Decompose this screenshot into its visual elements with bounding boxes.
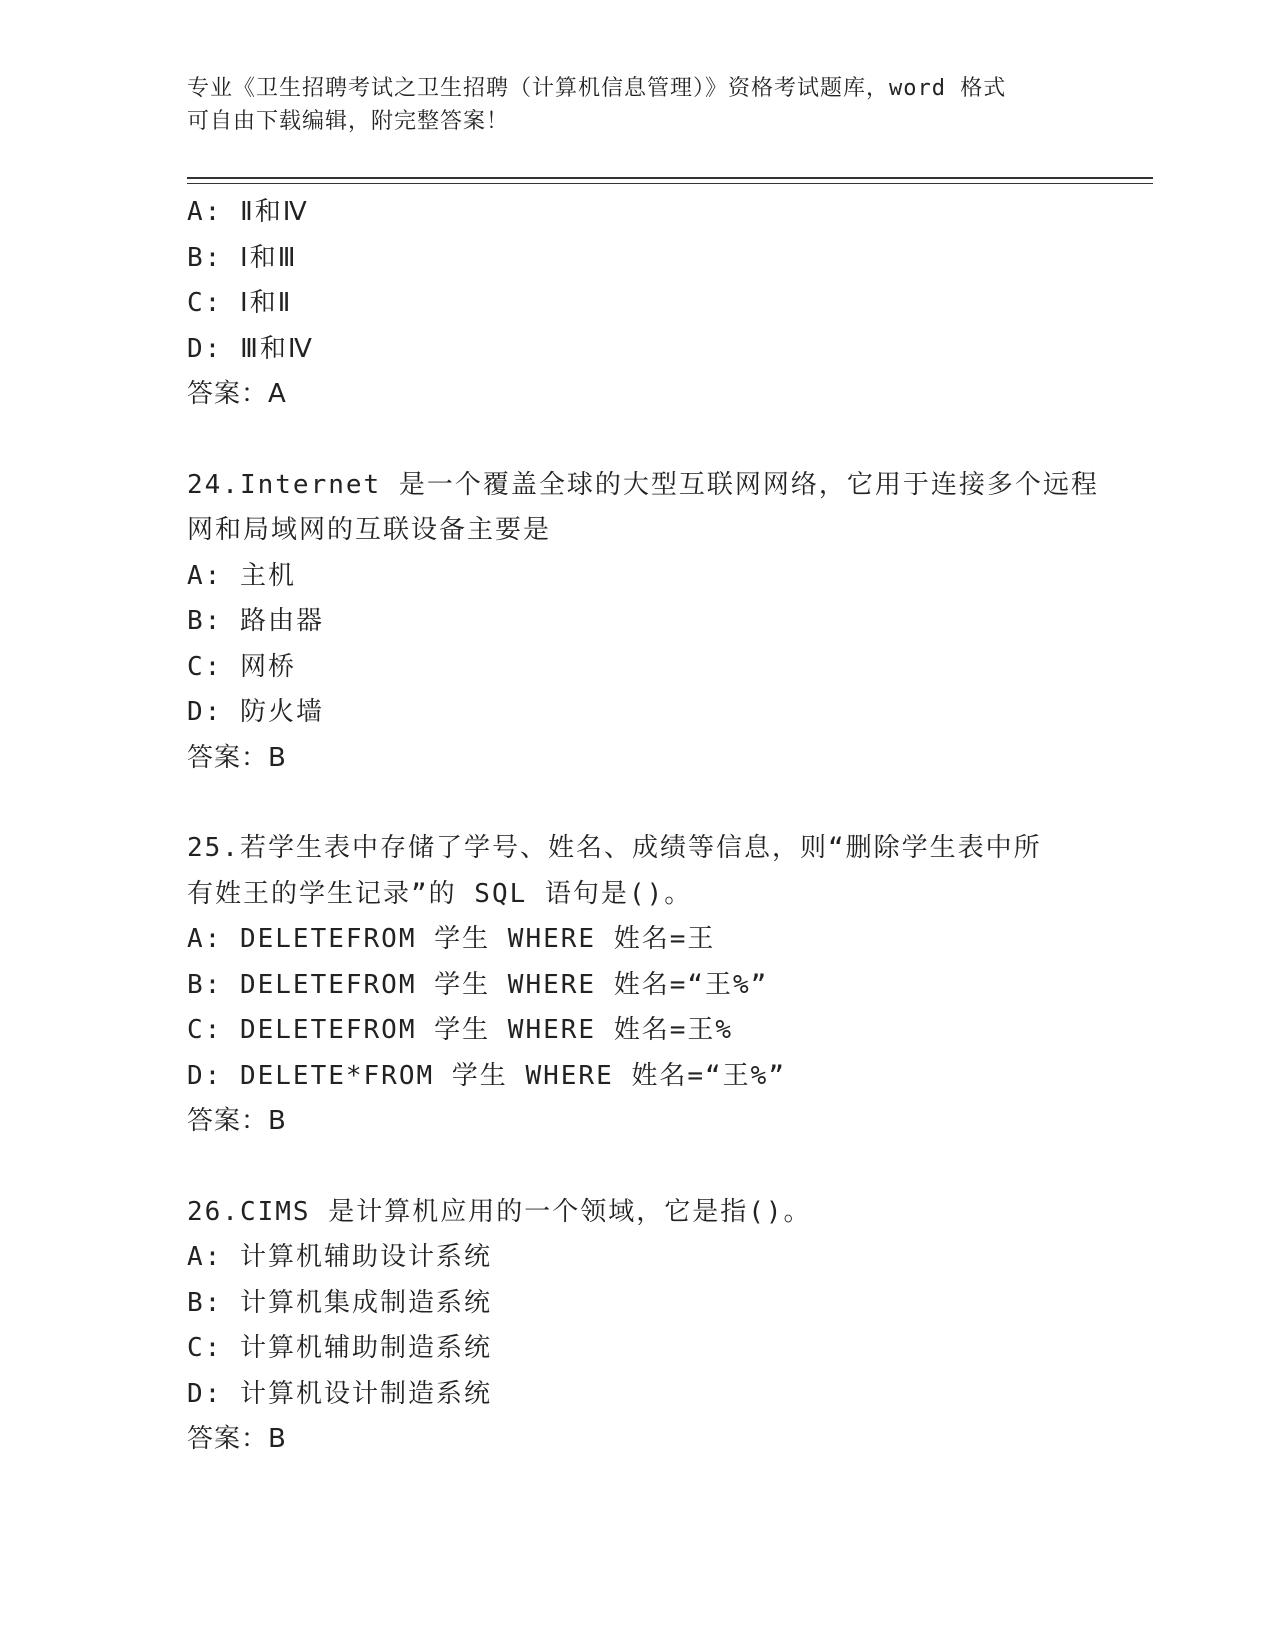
question-list	[187, 190, 1099, 1463]
spacer	[187, 781, 1087, 826]
spacer	[187, 1145, 1087, 1190]
option-d: D: 防火墙	[187, 697, 324, 727]
option-b: B: DELETEFROM 学生 WHERE 姓名=“王%”	[187, 969, 769, 1000]
option-a: A: Ⅱ和Ⅳ	[187, 197, 309, 227]
answer-label: 答案：B	[187, 742, 287, 773]
question-stem: 24.Internet 是一个覆盖全球的大型互联网网络，它用于连接多个远程	[187, 469, 1099, 500]
option-c: C: Ⅰ和Ⅱ	[187, 288, 293, 318]
option-b: B: 路由器	[187, 606, 324, 636]
option-d: D: 计算机设计制造系统	[187, 1378, 492, 1409]
question-26	[187, 1190, 1087, 1463]
option-a: A: 主机	[187, 560, 296, 591]
option-a: A: 计算机辅助设计系统	[187, 1242, 492, 1272]
option-d: D: Ⅲ和Ⅳ	[187, 333, 314, 364]
header-title-line-1: 专业《卫生招聘考试之卫生招聘（计算机信息管理）》资格考试题库，word 格式	[187, 76, 1007, 101]
option-c: C: DELETEFROM 学生 WHERE 姓名=王%	[187, 1015, 734, 1045]
spacer	[187, 418, 1087, 463]
header-divider-thin	[187, 183, 1153, 184]
option-a: A: DELETEFROM 学生 WHERE 姓名=王	[187, 924, 716, 954]
answer-label: 答案：B	[187, 1106, 287, 1136]
header-divider-thick	[187, 177, 1153, 179]
question-23-continued	[187, 190, 1087, 418]
page-header	[187, 72, 1087, 138]
question-stem: 网和局域网的互联设备主要是	[187, 515, 552, 545]
question-25	[187, 826, 1087, 1145]
question-stem: 25.若学生表中存储了学号、姓名、成绩等信息，则“删除学生表中所	[187, 833, 1042, 863]
option-b: B: 计算机集成制造系统	[187, 1287, 492, 1318]
question-24	[187, 463, 1099, 782]
option-c: C: 计算机辅助制造系统	[187, 1333, 492, 1363]
option-c: C: 网桥	[187, 651, 296, 682]
header-title-line-2: 可自由下载编辑，附完整答案！	[187, 109, 510, 134]
question-stem: 26.CIMS 是计算机应用的一个领域，它是指()。	[187, 1196, 812, 1227]
answer-label: 答案：B	[187, 1424, 287, 1454]
question-stem: 有姓王的学生记录”的 SQL 语句是()。	[187, 878, 693, 909]
answer-label: 答案：A	[187, 379, 287, 409]
option-d: D: DELETE*FROM 学生 WHERE 姓名=“王%”	[187, 1060, 786, 1091]
option-b: B: Ⅰ和Ⅲ	[187, 242, 298, 273]
